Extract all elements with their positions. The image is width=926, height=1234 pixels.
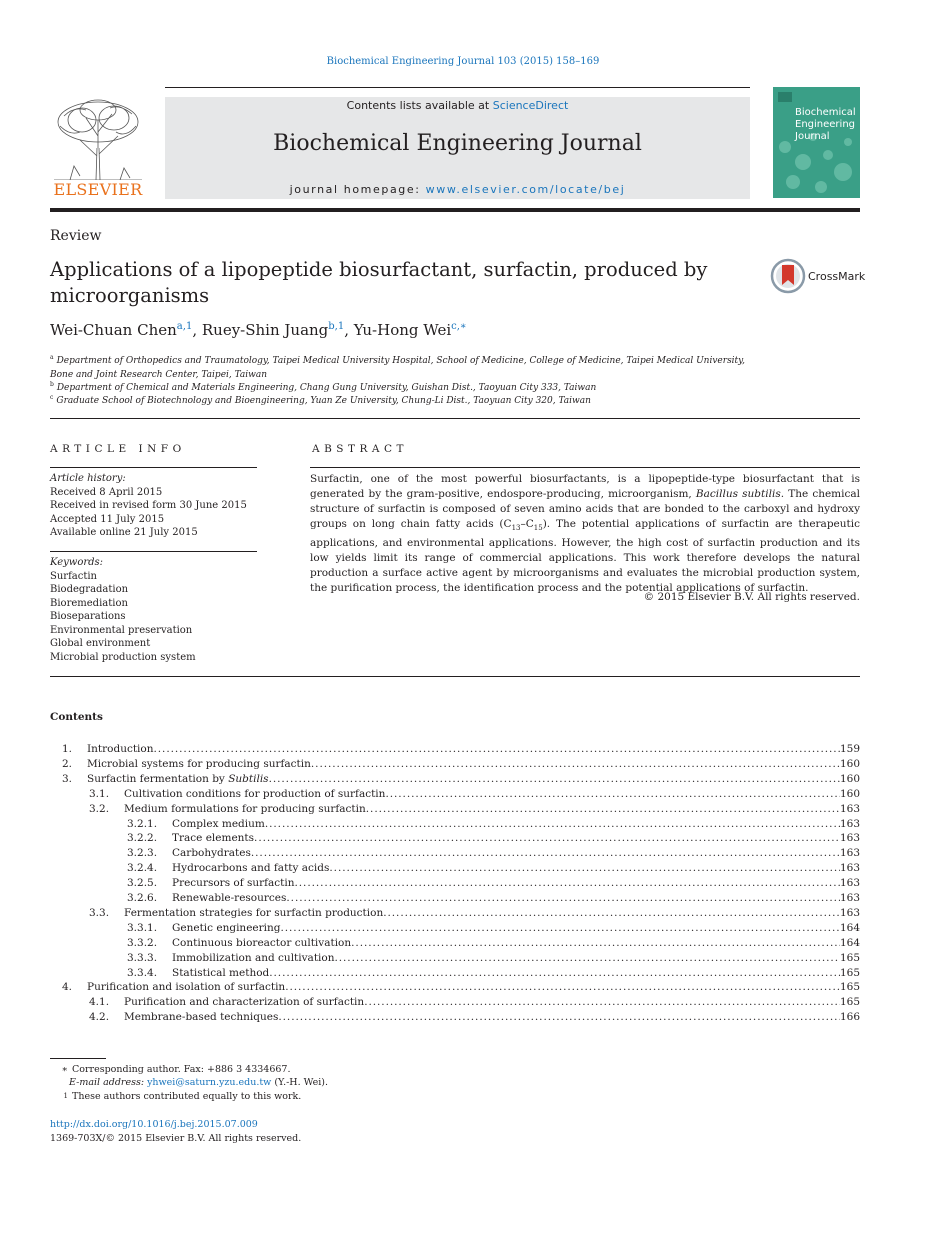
toc-title-text: Precursors of surfactin bbox=[172, 877, 295, 890]
toc-number: 1. bbox=[62, 743, 73, 755]
toc-entry[interactable] bbox=[87, 757, 860, 772]
contents-heading: Contents bbox=[50, 711, 103, 723]
toc-title bbox=[87, 757, 311, 772]
doi-link[interactable]: http://dx.doi.org/10.1016/j.bej.2015.07.009 bbox=[50, 1119, 258, 1130]
toc-title bbox=[172, 876, 295, 891]
keyword-item: Global environment bbox=[50, 638, 151, 649]
toc-leader-dots bbox=[295, 876, 840, 891]
keyword-item: Surfactin bbox=[50, 570, 97, 582]
toc-title-text: Continuous bioreactor cultivation bbox=[172, 936, 352, 949]
abstract-text bbox=[310, 472, 860, 596]
toc-leader-dots bbox=[311, 757, 840, 772]
abstract-part: Surfactin, one of the most powerful biosurfactants, is a lipopeptide-type biosurfactant that is generated by the gram-positive, endospore-producing, microorganism, bbox=[310, 473, 860, 500]
toc-leader-dots bbox=[285, 980, 840, 995]
abstract-copyright: © 2015 Elsevier B.V. All rights reserved. bbox=[643, 591, 860, 603]
toc-page-number: 163 bbox=[839, 832, 860, 845]
abstract-heading: ABSTRACT bbox=[312, 443, 409, 455]
journal-homepage-line bbox=[165, 183, 750, 196]
toc-title-text: Complex medium bbox=[172, 817, 265, 830]
toc-leader-dots bbox=[265, 817, 840, 832]
toc-title-text: Medium formulations for producing surfactin bbox=[124, 802, 366, 815]
toc-leader-dots bbox=[334, 951, 839, 966]
toc-number: 4.2. bbox=[89, 1011, 110, 1024]
author-name: Yu-Hong Wei bbox=[353, 321, 452, 339]
crossmark-button[interactable] bbox=[770, 258, 866, 296]
affiliation-mark: a bbox=[50, 354, 54, 361]
toc-entry[interactable] bbox=[172, 846, 860, 861]
author-name: Ruey-Shin Juang bbox=[201, 321, 329, 339]
homepage-link[interactable]: www.elsevier.com/locate/bej bbox=[425, 183, 626, 196]
toc-number: 3.3.2. bbox=[127, 936, 158, 949]
toc-leader-dots bbox=[364, 995, 840, 1010]
toc-number: 4.1. bbox=[89, 996, 110, 1009]
affiliation-c bbox=[50, 391, 750, 409]
journal-header-box bbox=[165, 97, 750, 199]
toc-title-text: Fermentation strategies for surfactin production bbox=[124, 906, 384, 919]
author-separator: , bbox=[192, 321, 202, 339]
toc-title bbox=[87, 742, 154, 757]
journal-title: Biochemical Engineering Journal bbox=[273, 131, 642, 156]
toc-number: 3.3.4. bbox=[127, 966, 158, 979]
toc-entry[interactable] bbox=[87, 772, 860, 787]
toc-title bbox=[87, 980, 285, 995]
toc-title bbox=[172, 861, 329, 876]
toc-leader-dots bbox=[269, 966, 840, 981]
toc-leader-dots bbox=[154, 742, 840, 757]
contents-available-line bbox=[165, 99, 750, 112]
elsevier-tree-icon bbox=[50, 96, 146, 180]
author-separator: , bbox=[344, 321, 354, 339]
toc-entry[interactable] bbox=[172, 936, 860, 951]
toc-title-text: Genetic engineering bbox=[172, 921, 281, 934]
homepage-prefix: journal homepage: bbox=[289, 183, 426, 196]
footnote-corresponding bbox=[50, 1063, 650, 1077]
toc-entry[interactable] bbox=[172, 831, 860, 846]
toc-title bbox=[172, 846, 251, 861]
header-thick-rule bbox=[50, 208, 860, 212]
toc-number: 3.3.3. bbox=[127, 951, 158, 964]
toc-entry[interactable] bbox=[124, 906, 860, 921]
top-rule bbox=[165, 87, 750, 88]
crossmark-icon bbox=[770, 258, 806, 294]
toc-entry[interactable] bbox=[124, 787, 860, 802]
toc-page-number: 165 bbox=[839, 966, 860, 979]
affiliation-text: Graduate School of Biotechnology and Bioengineering, Yuan Ze University, Chung-Li Dist., Taoyuan City 320, Taiwan bbox=[56, 396, 591, 406]
section-rule bbox=[50, 418, 860, 419]
abstract-part: ). The potential applications of surfactin are therapeutic applications, and environmental applications. However, the high cost of surfactin production and its low yields limit its range of commercial applications. This work therefore develops the natural production a surface active agent by microorganisms and evaluates the microbial production system, the purification process, the identification process and the potential applications of surfactin. bbox=[310, 518, 860, 595]
toc-leader-dots bbox=[286, 891, 840, 906]
toc-entry[interactable] bbox=[172, 921, 860, 936]
toc-leader-dots bbox=[366, 802, 840, 817]
toc-title-text: Membrane-based techniques bbox=[124, 1011, 279, 1024]
toc-title-text: Microbial systems for producing surfactin bbox=[87, 757, 311, 770]
toc-entry[interactable] bbox=[172, 817, 860, 832]
toc-number: 3. bbox=[62, 772, 73, 785]
author-affiliation-link[interactable]: a,1 bbox=[176, 321, 193, 332]
toc-entry[interactable] bbox=[172, 876, 860, 891]
affiliation-text: Department of Chemical and Materials Engineering, Chang Gung University, Guishan Dist., Taoyuan City 333, Taiwan bbox=[56, 383, 597, 393]
toc-number: 3.2. bbox=[89, 802, 110, 815]
toc-title-text: Carbohydrates bbox=[172, 847, 251, 860]
toc-page-number: 163 bbox=[839, 892, 860, 904]
abstract-rule bbox=[310, 467, 860, 468]
footnote-text: Corresponding author. Fax: +886 3 4334667. bbox=[72, 1064, 291, 1075]
toc-title-text: Purification and characterization of surfactin bbox=[124, 996, 365, 1009]
history-label: Article history: bbox=[50, 473, 126, 484]
toc-leader-dots bbox=[251, 846, 840, 861]
email-suffix: (Y.-H. Wei). bbox=[271, 1077, 328, 1088]
toc-page-number: 160 bbox=[839, 757, 860, 770]
toc-page-number: 165 bbox=[839, 981, 860, 994]
author-affiliation-link[interactable]: b,1 bbox=[328, 321, 345, 332]
toc-title-text: Purification and isolation of surfactin bbox=[87, 981, 286, 994]
toc-page-number: 163 bbox=[839, 802, 860, 815]
toc-number: 4. bbox=[62, 981, 73, 994]
toc-page-number: 163 bbox=[839, 847, 860, 860]
footnote-equal bbox=[50, 1090, 650, 1104]
journal-cover-image[interactable] bbox=[773, 87, 860, 198]
keyword-item: Environmental preservation bbox=[50, 624, 193, 636]
toc-page-number: 163 bbox=[839, 906, 860, 919]
elsevier-logo bbox=[50, 96, 146, 200]
toc-title-text: Trace elements bbox=[172, 832, 255, 845]
toc-title bbox=[172, 831, 254, 846]
toc-title bbox=[124, 1010, 278, 1025]
toc-title-text: Surfactin fermentation by bbox=[87, 772, 229, 785]
keyword-item: Bioremediation bbox=[50, 597, 128, 609]
toc-title bbox=[124, 787, 385, 802]
abstract-species: Bacillus subtilis bbox=[695, 488, 781, 500]
toc-leader-dots bbox=[329, 861, 840, 876]
sciencedirect-link[interactable]: ScienceDirect bbox=[492, 99, 569, 112]
keywords-rule bbox=[50, 551, 257, 552]
abstract-part: –C bbox=[520, 518, 534, 530]
email-link[interactable]: yhwei@saturn.yzu.edu.tw bbox=[147, 1077, 272, 1088]
abstract-subscript: 13 bbox=[511, 524, 521, 533]
toc-number: 3.3. bbox=[89, 906, 110, 919]
toc-number: 3.2.5. bbox=[127, 877, 158, 890]
cover-title-line-1: Biochemical bbox=[795, 107, 856, 118]
history-accepted: Accepted 11 July 2015 bbox=[50, 513, 165, 525]
toc-page-number: 165 bbox=[839, 996, 860, 1009]
toc-entry[interactable] bbox=[172, 861, 860, 876]
history-online: Available online 21 July 2015 bbox=[50, 527, 198, 538]
cover-title-line-3: Journal bbox=[795, 131, 830, 142]
toc-leader-dots bbox=[385, 787, 840, 802]
toc-title-text: Cultivation conditions for production of surfactin bbox=[124, 787, 386, 800]
email-label: E-mail address: bbox=[69, 1077, 148, 1088]
toc-number: 3.1. bbox=[89, 787, 110, 800]
toc-number: 3.2.4. bbox=[127, 862, 158, 875]
abstract-part: . The chemical structure of surfactin is composed of seven amino acids that are bonded to the carboxyl and hydroxy groups on long chain fatty acids (C bbox=[310, 488, 860, 530]
toc-title bbox=[124, 995, 364, 1010]
toc-page-number: 165 bbox=[839, 951, 860, 964]
elsevier-wordmark: ELSEVIER bbox=[53, 180, 143, 199]
footnote-mark: 1 bbox=[63, 1092, 68, 1100]
footnote-mark: ∗ bbox=[61, 1064, 68, 1075]
footnote-text: These authors contributed equally to this work. bbox=[72, 1091, 302, 1102]
toc-leader-dots bbox=[254, 831, 840, 846]
toc-page-number: 163 bbox=[839, 862, 860, 875]
toc-title-text: Hydrocarbons and fatty acids bbox=[172, 862, 330, 875]
toc-title-text: Immobilization and cultivation bbox=[172, 951, 335, 964]
toc-title bbox=[172, 966, 269, 981]
toc-entry[interactable] bbox=[87, 980, 860, 995]
toc-page-number: 166 bbox=[839, 1011, 860, 1024]
toc-entry[interactable] bbox=[172, 891, 860, 906]
toc-page-number: 160 bbox=[839, 787, 860, 800]
toc-title-text: Renewable-resources bbox=[172, 892, 287, 904]
toc-leader-dots bbox=[383, 906, 840, 921]
affiliation-text: Department of Orthopedics and Traumatology, Taipei Medical University Hospital, School of Medicine, College of Medicine, Taipei Medical University, Bone and Joint Research Center, Taipei, Taiwan bbox=[50, 356, 745, 380]
toc-title bbox=[87, 772, 269, 787]
toc-page-number: 163 bbox=[839, 877, 860, 890]
toc-number: 3.3.1. bbox=[127, 921, 158, 934]
toc-page-number: 160 bbox=[839, 772, 860, 785]
toc-number: 3.2.6. bbox=[127, 892, 158, 904]
history-revised: Received in revised form 30 June 2015 bbox=[50, 500, 247, 511]
keywords-label: Keywords: bbox=[50, 557, 104, 568]
toc-title bbox=[172, 936, 351, 951]
toc-page-number: 164 bbox=[839, 921, 860, 934]
toc-number: 3.2.1. bbox=[127, 817, 158, 830]
toc-title bbox=[172, 817, 265, 832]
footnote-email bbox=[69, 1076, 669, 1090]
crossmark-label: CrossMark bbox=[808, 270, 866, 283]
toc-title bbox=[172, 921, 280, 936]
toc-entry[interactable] bbox=[124, 802, 860, 817]
toc-entry[interactable] bbox=[124, 1010, 860, 1025]
contents-prefix: Contents lists available at bbox=[346, 99, 493, 112]
toc-number: 3.2.3. bbox=[127, 847, 158, 860]
keyword-item: Microbial production system bbox=[50, 651, 196, 663]
article-history bbox=[50, 472, 257, 540]
toc-entry[interactable] bbox=[172, 951, 860, 966]
toc-title-text: Introduction bbox=[87, 743, 154, 755]
toc-title bbox=[172, 951, 334, 966]
toc-number: 3.2.2. bbox=[127, 832, 158, 845]
toc-number: 2. bbox=[62, 757, 73, 770]
author-list bbox=[50, 321, 467, 339]
abstract-subscript: 15 bbox=[533, 524, 543, 533]
toc-page-number: 163 bbox=[839, 817, 860, 830]
toc-title bbox=[124, 906, 383, 921]
footnote-rule bbox=[50, 1058, 106, 1059]
toc-entry[interactable] bbox=[124, 995, 860, 1010]
keyword-item: Biodegradation bbox=[50, 584, 129, 595]
toc-page-number: 164 bbox=[839, 936, 860, 949]
cover-title bbox=[795, 107, 859, 143]
article-title: Applications of a lipopeptide biosurfactant, surfactin, produced by microorganisms bbox=[50, 258, 708, 307]
article-type: Review bbox=[50, 228, 102, 244]
toc-leader-dots bbox=[351, 936, 840, 951]
toc-leader-dots bbox=[269, 772, 840, 787]
issn-line: 1369-703X/© 2015 Elsevier B.V. All rights reserved. bbox=[50, 1133, 302, 1144]
article-info-rule bbox=[50, 467, 257, 468]
toc-leader-dots bbox=[280, 921, 839, 936]
keyword-item: Bioseparations bbox=[50, 611, 126, 622]
keywords-block bbox=[50, 556, 257, 664]
affiliation-mark: c bbox=[50, 394, 54, 401]
toc-title-text: Statistical method bbox=[172, 966, 270, 979]
toc-page-number: 159 bbox=[839, 743, 860, 755]
toc-title-italic: Subtilis bbox=[228, 772, 269, 785]
toc-entry[interactable] bbox=[87, 742, 860, 757]
cover-title-line-2: Engineering bbox=[795, 119, 855, 130]
history-received: Received 8 April 2015 bbox=[50, 486, 163, 498]
toc-entry[interactable] bbox=[172, 966, 860, 981]
toc-leader-dots bbox=[278, 1010, 840, 1025]
affiliation-mark: b bbox=[50, 381, 54, 388]
journal-reference-link[interactable]: Biochemical Engineering Journal 103 (2015) 158–169 bbox=[326, 56, 600, 67]
article-info-heading: ARTICLE INFO bbox=[50, 443, 186, 455]
toc-title bbox=[124, 802, 366, 817]
toc-title bbox=[172, 891, 286, 906]
contents-top-rule bbox=[50, 676, 860, 677]
author-affiliation-link[interactable]: c,∗ bbox=[451, 321, 467, 332]
author-name: Wei-Chuan Chen bbox=[50, 321, 177, 339]
